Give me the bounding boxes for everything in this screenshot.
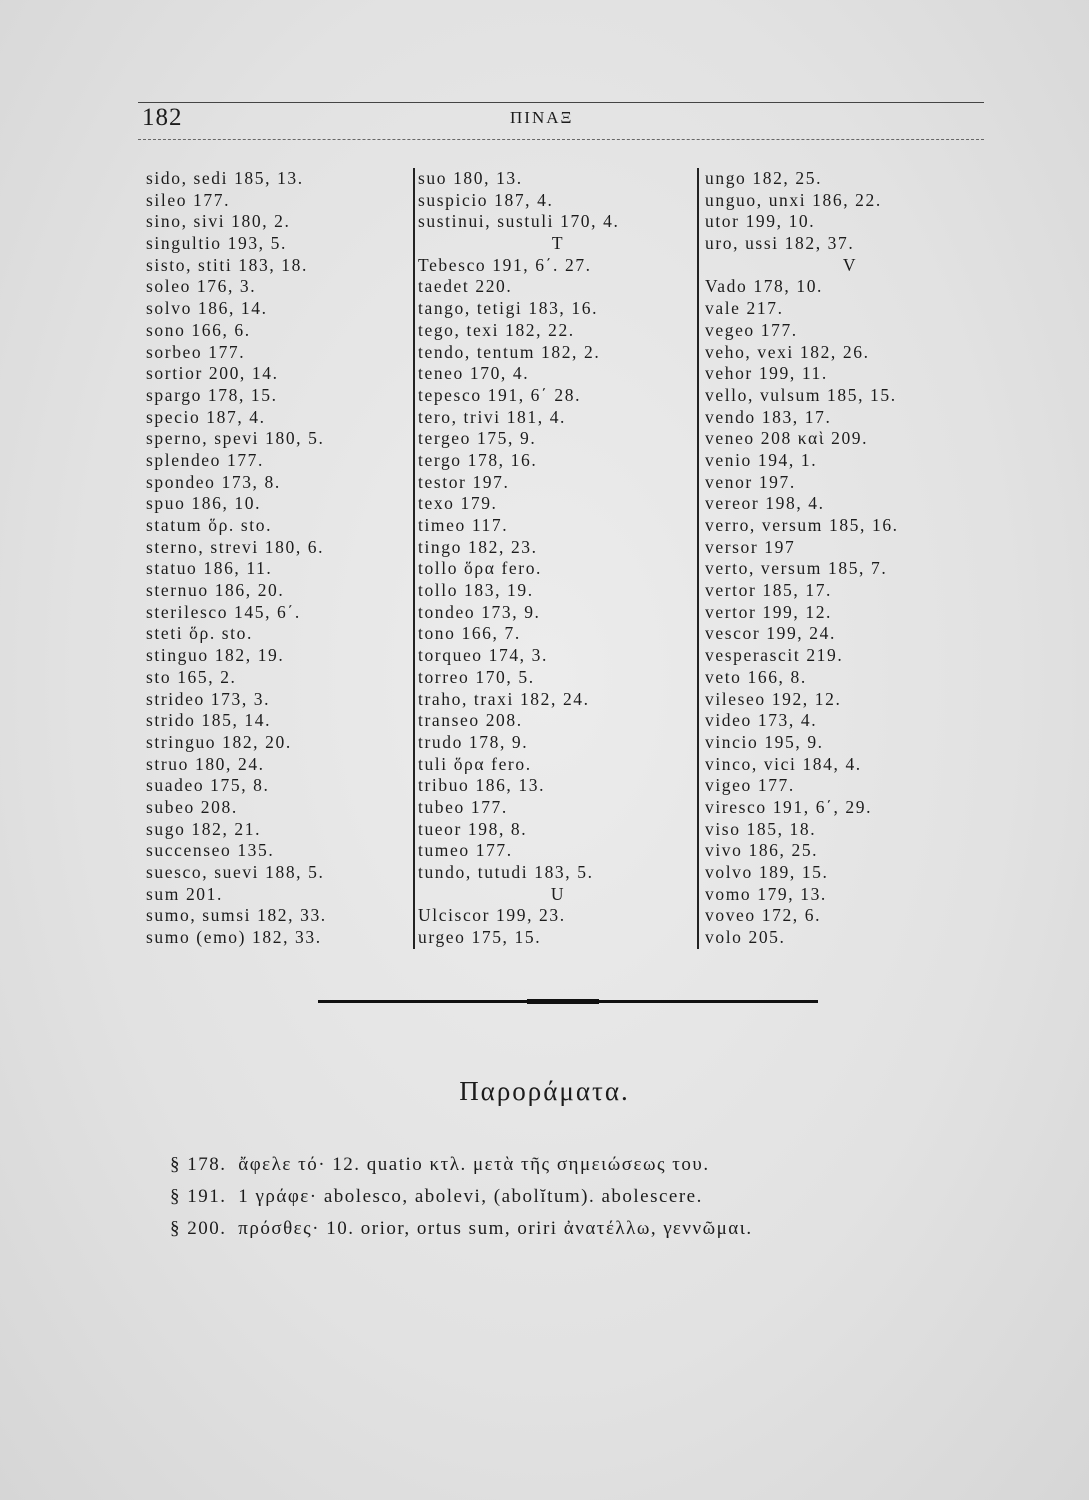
index-entry: strido 185, 14. [146,710,272,731]
index-entry: transeo 208. [418,710,523,731]
index-entry: torqueo 174, 3. [418,645,548,666]
index-entry: succenseo 135. [146,840,275,861]
index-entry: tono 166, 7. [418,623,521,644]
index-entry: urgeo 175, 15. [418,927,542,948]
index-entry: steti ὅρ. sto. [146,623,253,644]
index-entry: tuli ὅρα fero. [418,753,532,774]
index-entry: uro, ussi 182, 37. [705,233,855,254]
index-entry: ungo 182, 25. [705,168,823,188]
index-entry: soleo 176, 3. [146,276,257,297]
index-entry: teneo 170, 4. [418,363,530,384]
index-entry: vello, vulsum 185, 15. [705,384,897,405]
index-entry: sterilesco 145, 6΄. [146,601,301,622]
index-entry: tergeo 175, 9. [418,428,537,449]
index-entry: solvo 186, 14. [146,298,268,319]
index-entry: Vado 178, 10. [705,276,824,297]
index-entry: struo 180, 24. [146,753,265,774]
index-entry: Ulciscor 199, 23. [418,905,566,926]
index-entry: versor 197 [705,536,796,557]
index-entry: tango, tetigi 183, 16. [418,298,599,319]
index-entry: vesperascit 219. [705,645,844,666]
separator-center-mark [527,999,599,1004]
index-entry: tollo 183, 19. [418,580,534,601]
errata-title: Παροράματα. [459,1076,630,1106]
index-column-3 [697,168,995,949]
erratum-text: πρόσθες· 10. orior, ortus sum, oriri ἀνατέλλω, γεννῶμαι. [238,1218,753,1239]
index-entry: voveo 172, 6. [705,905,822,926]
index-entry: timeo 117. [418,515,509,535]
index-entry: singultio 193, 5. [146,233,287,254]
index-entry: sugo 182, 21. [146,818,262,839]
index-entry: specio 187, 4. [146,406,266,427]
index-entry: vinco, vici 184, 4. [705,753,862,774]
index-entry: suadeo 175, 8. [146,775,270,796]
index-entry: vigeo 177. [705,775,795,796]
index-entry: sto 165, 2. [146,666,237,687]
index-entry: spondeo 173, 8. [146,471,281,492]
index-entry: sino, sivi 180, 2. [146,211,291,232]
index-entry: vendo 183, 17. [705,406,832,427]
index-entry: vescor 199, 24. [705,623,836,644]
header-bottom-rule [138,139,984,140]
erratum-section: § 200. [170,1218,227,1239]
index-entry: stinguo 182, 19. [146,645,285,666]
index-entry: unguo, unxi 186, 22. [705,189,882,210]
index-entry: testor 197. [418,471,510,492]
index-entry: suesco, suevi 188, 5. [146,862,325,882]
index-entry: sisto, stiti 183, 18. [146,254,308,275]
index-column-1 [146,168,327,949]
index-column-2 [413,168,698,949]
index-entry: tondeo 173, 9. [418,601,541,622]
index-entry: sido, sedi 185, 13. [146,168,304,188]
page-header [138,98,984,138]
index-entry: sumo, sumsi 182, 33. [146,905,327,926]
index-entry: vale 217. [705,298,784,319]
index-entry: sterno, strevi 180, 6. [146,536,325,557]
index-entry: volvo 189, 15. [705,862,829,882]
index-entry: venor 197. [705,471,796,492]
index-entry: tego, texi 182, 22. [418,319,575,340]
index-entry: vertor 199, 12. [705,601,833,622]
erratum-text: ἄφελε τό· 12. quatio κτλ. μετὰ τῆς σημειώσεως του. [238,1154,710,1175]
index-entry: splendeo 177. [146,449,265,470]
index-entry: vivo 186, 25. [705,840,819,861]
index-entry: vegeo 177. [705,319,798,340]
index-entry: viresco 191, 6΄, 29. [705,796,873,817]
index-entry: sorbeo 177. [146,341,246,362]
index-entry: tergo 178, 16. [418,449,538,470]
index-entry: video 173, 4. [705,710,818,731]
index-entry: sileo 177. [146,189,231,210]
index-entry: tepesco 191, 6΄ 28. [418,384,582,405]
index-entry: tingo 182, 23. [418,536,538,557]
index-entry: veneo 208 καὶ 209. [705,428,869,449]
index-entry: suspicio 187, 4. [418,189,554,210]
index-entry: viso 185, 18. [705,818,817,839]
erratum-section: § 191. [170,1186,227,1207]
index-entry: statum ὅρ. sto. [146,515,273,535]
index-entry: trudo 178, 9. [418,731,529,752]
index-letter-heading: U [550,883,566,904]
index-entry: veho, vexi 182, 26. [705,341,870,362]
erratum-line [170,1213,753,1245]
index-entry: sternuo 186, 20. [146,580,285,601]
index-entry: sum 201. [146,883,223,904]
index-entry: sumo (emo) 182, 33. [146,927,322,948]
index-entry: venio 194, 1. [705,449,818,470]
page-number: 182 [142,104,183,131]
index-entry: tubeo 177. [418,796,508,817]
index-entry: sperno, spevi 180, 5. [146,428,325,449]
index-entry: vincio 195, 9. [705,731,824,752]
index-entry: tribuo 186, 13. [418,775,546,796]
index-entry: vehor 199, 11. [705,363,828,384]
index-entry: vereor 198, 4. [705,493,825,514]
index-entry: tendo, tentum 182, 2. [418,341,601,362]
index-entry: taedet 220. [418,276,513,297]
index-entry: Tebesco 191, 6΄. 27. [418,254,592,275]
erratum-section: § 178. [170,1154,227,1175]
erratum-text: 1 γράφε· abolesco, abolevi, (abolĭtum). abolescere. [238,1186,703,1207]
index-entry: suo 180, 13. [418,168,523,188]
errata-list [170,1149,753,1245]
index-entry: torreo 170, 5. [418,666,535,687]
index-entry: verro, versum 185, 16. [705,515,899,535]
header-top-rule [138,102,984,103]
index-entry: subeo 208. [146,796,238,817]
index-entry: traho, traxi 182, 24. [418,688,590,709]
index-entry: veto 166, 8. [705,666,807,687]
running-title: ΠΙΝΑΞ [510,108,574,127]
index-letter-heading: V [842,254,858,275]
index-entry: texo 179. [418,493,498,514]
index-entry: tollo ὅρα fero. [418,558,543,579]
index-entry: vileseo 192, 12. [705,688,842,709]
index-letter-heading: T [551,233,565,254]
index-entry: spuo 186, 10. [146,493,262,514]
index-entry: tero, trivi 181, 4. [418,406,567,427]
index-entry: vomo 179, 13. [705,883,827,904]
erratum-line [170,1181,753,1213]
index-entry: tundo, tutudi 183, 5. [418,862,594,882]
index-entry: sono 166, 6. [146,319,251,340]
index-entry: statuo 186, 11. [146,558,273,579]
index-entry: sortior 200, 14. [146,363,279,384]
index-entry: stringuo 182, 20. [146,731,292,752]
erratum-line [170,1149,753,1181]
index-entry: sustinui, sustuli 170, 4. [418,211,620,232]
index-entry: verto, versum 185, 7. [705,558,888,579]
index-entry: spargo 178, 15. [146,384,278,405]
index-entry: volo 205. [705,927,786,948]
index-entry: utor 199, 10. [705,211,816,232]
index-entry: vertor 185, 17. [705,580,833,601]
index-entry: strideo 173, 3. [146,688,271,709]
index-entry: tueor 198, 8. [418,818,528,839]
index-entry: tumeo 177. [418,840,513,861]
